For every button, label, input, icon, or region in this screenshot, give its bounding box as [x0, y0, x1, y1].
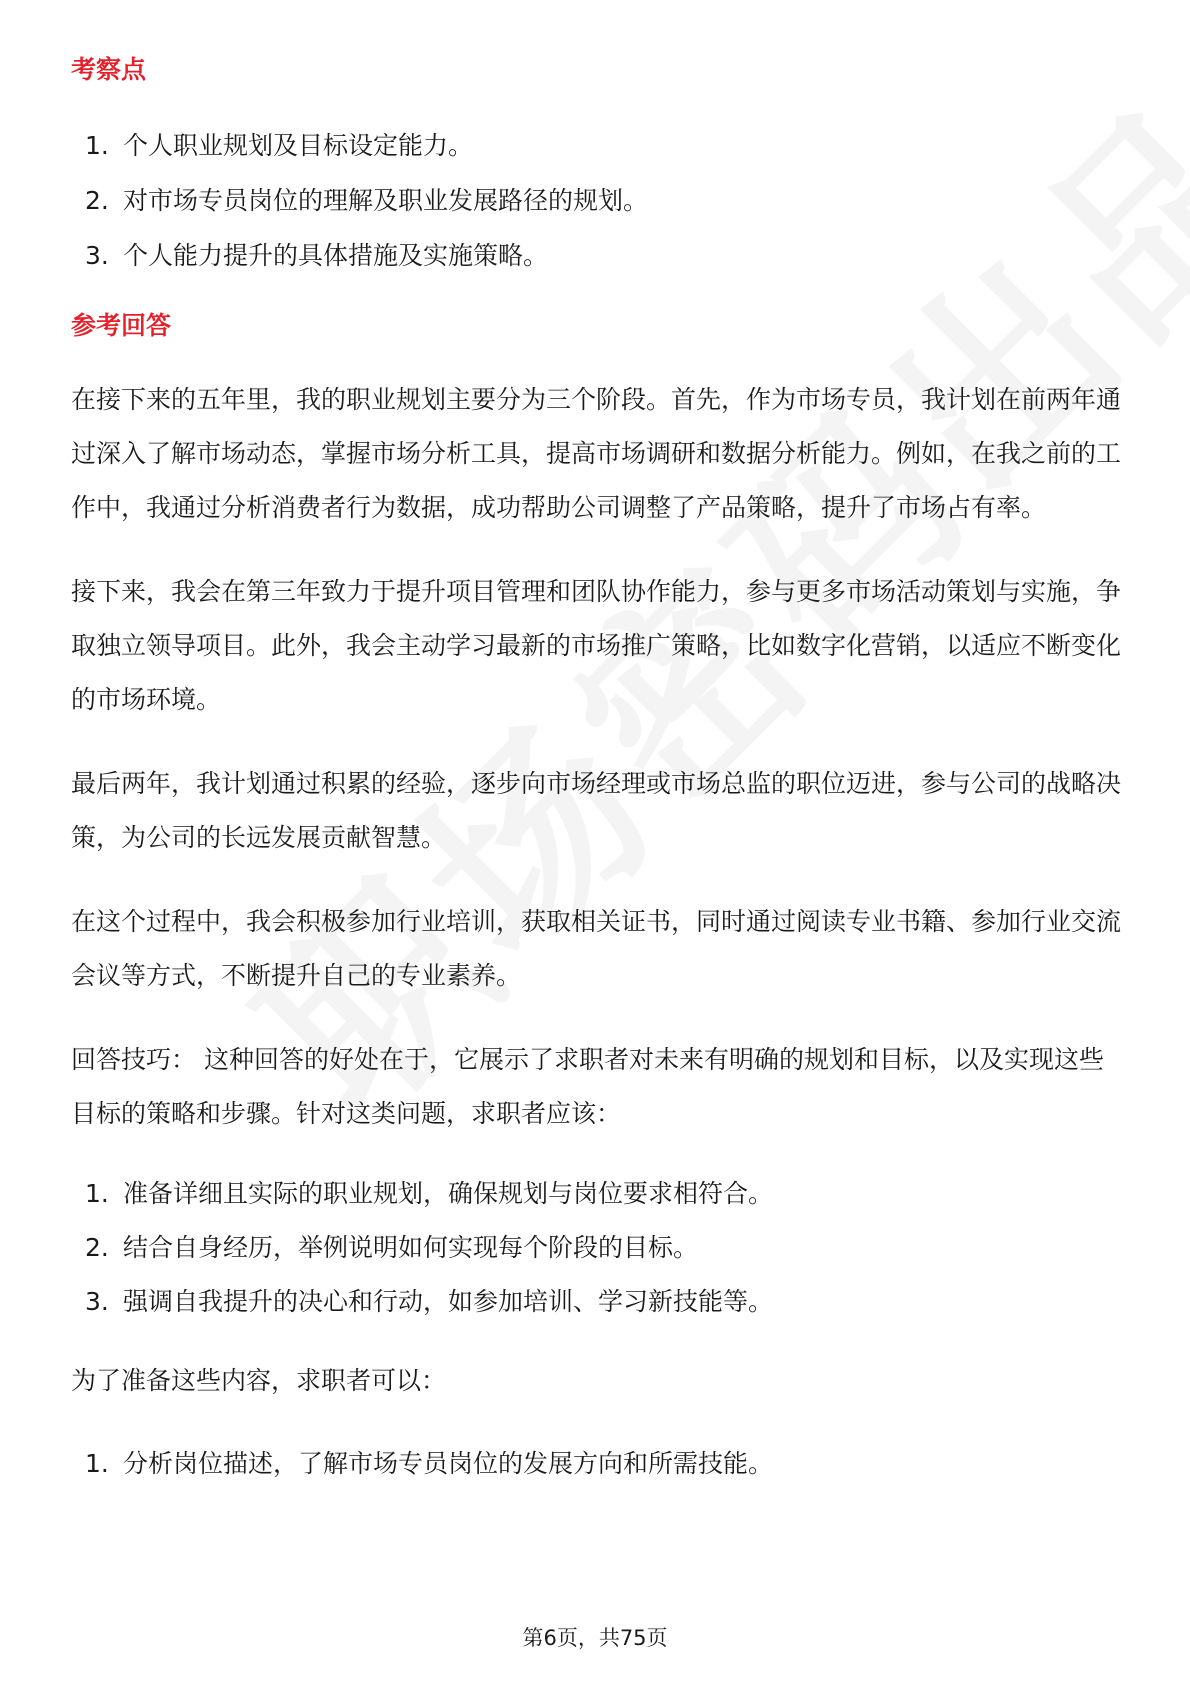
list-number: 3. — [85, 1287, 109, 1316]
answer-paragraph: 在接下来的五年里，我的职业规划主要分为三个阶段。首先，作为市场专员，我计划在前两年通过深入了解市场动态，掌握市场分析工具，提高市场调研和数据分析能力。例如，在我之前的工作中，我通过分析消费者行为数据，成功帮助公司调整了产品策略，提升了市场占有率。 — [71, 385, 1122, 522]
document-body — [71, 50, 1121, 1492]
list-number: 2. — [85, 186, 109, 215]
list-item — [71, 1273, 1121, 1330]
list-item — [71, 1435, 1121, 1492]
section-title-exam-points: 考察点 — [71, 55, 147, 84]
exam-points-list — [71, 117, 1121, 284]
list-item — [71, 1219, 1121, 1276]
list-item — [71, 117, 1121, 174]
prep-intro: 为了准备这些内容，求职者可以： — [71, 1366, 447, 1395]
answer-paragraph: 最后两年，我计划通过积累的经验，逐步向市场经理或市场总监的职位迈进，参与公司的战略决策，为公司的长远发展贡献智慧。 — [71, 769, 1122, 852]
list-item-text: 个人职业规划及目标设定能力。 — [123, 131, 474, 160]
list-number: 3. — [85, 241, 109, 270]
answer-paragraph: 接下来，我会在第三年致力于提升项目管理和团队协作能力，参与更多市场活动策划与实施，争取独立领导项目。此外，我会主动学习最新的市场推广策略，比如数字化营销，以适应不断变化的市场环境。 — [71, 577, 1122, 714]
list-item-text: 分析岗位描述，了解市场专员岗位的发展方向和所需技能。 — [123, 1449, 774, 1478]
prep-list — [71, 1435, 1121, 1492]
list-item-text: 准备详细且实际的职业规划，确保规划与岗位要求相符合。 — [123, 1179, 774, 1208]
answer-paragraph: 在这个过程中，我会积极参加行业培训，获取相关证书，同时通过阅读专业书籍、参加行业交流会议等方式，不断提升自己的专业素养。 — [71, 907, 1122, 990]
list-number: 1. — [85, 131, 109, 160]
list-item-text: 强调自我提升的决心和行动，如参加培训、学习新技能等。 — [123, 1287, 774, 1316]
answer-tips-paragraph: 回答技巧： 这种回答的好处在于，它展示了求职者对未来有明确的规划和目标，以及实现这些目标的策略和步骤。针对这类问题，求职者应该： — [71, 1045, 1104, 1128]
page-footer: 第6页，共75页 — [522, 1626, 668, 1650]
list-number: 2. — [85, 1233, 109, 1262]
list-item — [71, 172, 1121, 229]
list-item-text: 对市场专员岗位的理解及职业发展路径的规划。 — [123, 186, 649, 215]
list-item-text: 个人能力提升的具体措施及实施策略。 — [123, 241, 549, 270]
list-number: 1. — [85, 1449, 109, 1478]
list-item — [71, 227, 1121, 284]
tips-list — [71, 1165, 1121, 1330]
section-title-reference-answer: 参考回答 — [71, 311, 172, 340]
list-item — [71, 1165, 1121, 1222]
list-item-text: 结合自身经历，举例说明如何实现每个阶段的目标。 — [123, 1233, 699, 1262]
list-number: 1. — [85, 1179, 109, 1208]
